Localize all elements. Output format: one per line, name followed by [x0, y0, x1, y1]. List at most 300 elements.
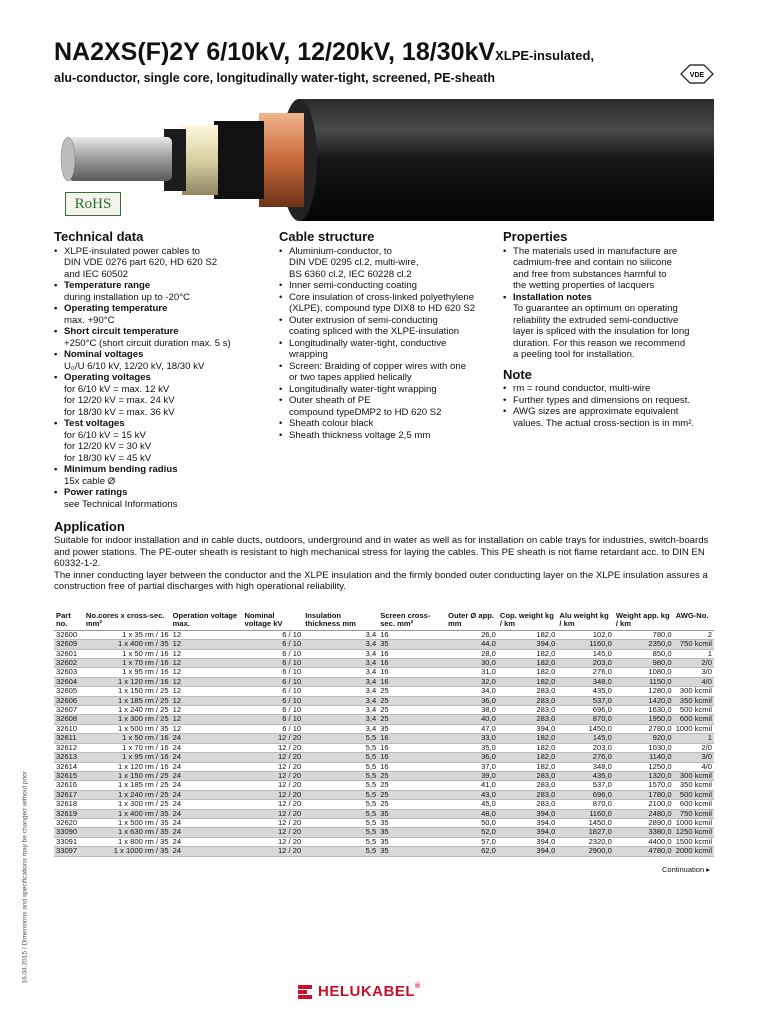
application-heading: Application — [54, 519, 125, 534]
table-cell: 435,0 — [557, 771, 613, 780]
table-cell: 348,0 — [557, 762, 613, 771]
list-item: (XLPE), compound type DIX8 to HD 620 S2 — [289, 303, 476, 314]
table-cell: 500 kcmil — [674, 790, 714, 799]
table-cell: 1030,0 — [614, 743, 674, 752]
column-header: Screen cross-sec. mm² — [378, 612, 446, 630]
table-cell: 5,5 — [303, 800, 378, 809]
table-cell: 500 kcmil — [674, 706, 714, 715]
list-item: • Sheath colour black — [279, 418, 497, 430]
table-cell: 203,0 — [557, 659, 613, 668]
list-item: • Nominal voltages — [54, 349, 269, 361]
table-cell: 32602 — [54, 659, 84, 668]
table-cell: 3,4 — [303, 715, 378, 724]
table-cell: 35 — [378, 809, 446, 818]
table-cell: 1320,0 — [614, 771, 674, 780]
table-cell: 4780,0 — [614, 847, 674, 856]
table-cell: 394,0 — [498, 837, 558, 846]
table-cell: 12 / 20 — [243, 771, 304, 780]
list-item: during installation up to -20°C — [64, 291, 190, 303]
table-cell: 1950,0 — [614, 715, 674, 724]
table-cell: 1 x 150 rm / 25 — [84, 771, 171, 780]
table-cell: 24 — [171, 771, 243, 780]
table-cell: 5,5 — [303, 790, 378, 799]
table-cell: 4/0 — [674, 677, 714, 686]
table-cell: 32607 — [54, 706, 84, 715]
table-cell: 780,0 — [614, 630, 674, 639]
column-header: Weight app. kg / km — [614, 612, 674, 630]
table-cell: 1 x 50 rm / 16 — [84, 649, 171, 658]
table-cell: 24 — [171, 800, 243, 809]
table-cell: 12 / 20 — [243, 753, 304, 762]
list-item: a peeling tool for installation. — [513, 349, 635, 360]
table-cell: 2100,0 — [614, 800, 674, 809]
table-cell: 38,0 — [446, 706, 498, 715]
table-cell: 2320,0 — [557, 837, 613, 846]
table-cell: 1450,0 — [557, 724, 613, 733]
table-cell: 394,0 — [498, 640, 558, 649]
table-cell: 283,0 — [498, 687, 558, 696]
list-item: for 12/20 kV = max. 24 kV — [64, 395, 175, 406]
table-cell: 283,0 — [498, 696, 558, 705]
application-paragraph: Suitable for indoor installation and in cable ducts, outdoors, underground and in water as well as for installation on cable trays for industries, switch-boards and power stations. The PE-outer sheath is resistant to high mechanical stress for laying the cables. This PE sheath is not flame retardant acc. to DIN EN 60332-1-2. — [54, 535, 709, 570]
table-cell: 600 kcmil — [674, 800, 714, 809]
list-item: +250°C (short circuit duration max. 5 s) — [64, 337, 231, 349]
page-subtitle: alu-conductor, single core, longitudinally water-tight, screened, PE-sheath — [54, 71, 496, 85]
table-cell: 1500 kcmil — [674, 837, 714, 846]
technical-data-heading: Technical data — [54, 229, 144, 244]
column-header: Insulation thickness mm — [303, 612, 378, 630]
table-cell: 32610 — [54, 724, 84, 733]
table-cell: 25 — [378, 771, 446, 780]
column-header: Alu weight kg / km — [557, 612, 613, 630]
list-item: • Inner semi-conducting coating — [279, 280, 497, 292]
table-body — [54, 630, 714, 856]
table-cell: 44,0 — [446, 640, 498, 649]
vde-mark-icon — [680, 63, 714, 85]
table-cell: 12 / 20 — [243, 734, 304, 743]
table-cell: 3,4 — [303, 630, 378, 639]
table-cell: 12 / 20 — [243, 762, 304, 771]
table-cell: 32606 — [54, 696, 84, 705]
table-cell: 6 / 10 — [243, 724, 304, 733]
table-cell: 6 / 10 — [243, 696, 304, 705]
table-cell: 5,5 — [303, 734, 378, 743]
table-cell: 6 / 10 — [243, 687, 304, 696]
table-cell: 5,5 — [303, 771, 378, 780]
table-cell: 1 x 400 rm / 35 — [84, 640, 171, 649]
table-cell: 3,4 — [303, 649, 378, 658]
table-cell: 5,5 — [303, 762, 378, 771]
table-cell: 182,0 — [498, 668, 558, 677]
table-cell: 16 — [378, 762, 446, 771]
table-cell: 37,0 — [446, 762, 498, 771]
table-cell: 182,0 — [498, 734, 558, 743]
table-cell: 52,0 — [446, 828, 498, 837]
table-cell: 1 x 95 rm / 16 — [84, 668, 171, 677]
table-cell: 32614 — [54, 762, 84, 771]
table-cell: 32608 — [54, 715, 84, 724]
table-cell: 36,0 — [446, 753, 498, 762]
table-cell: 394,0 — [498, 847, 558, 856]
table-cell: 2350,0 — [614, 640, 674, 649]
table-row — [54, 847, 714, 856]
table-row — [54, 734, 714, 743]
table-cell: 32612 — [54, 743, 84, 752]
table-cell: 12 — [171, 696, 243, 705]
list-item: reliability the extruded semi-conductive — [513, 314, 679, 326]
table-cell: 24 — [171, 837, 243, 846]
table-cell: 283,0 — [498, 771, 558, 780]
table-cell: 32605 — [54, 687, 84, 696]
list-item: • Sheath thickness voltage 2,5 mm — [279, 430, 497, 442]
table-cell: 1 x 500 rm / 35 — [84, 724, 171, 733]
table-cell: 1 x 120 rm / 16 — [84, 762, 171, 771]
table-cell: 1 x 1000 rm / 35 — [84, 847, 171, 856]
table-cell: 1 x 70 rm / 16 — [84, 659, 171, 668]
table-cell: 3,4 — [303, 706, 378, 715]
list-item: for 12/20 kV = 30 kV — [64, 441, 152, 452]
table-cell: 6 / 10 — [243, 630, 304, 639]
table-cell: 394,0 — [498, 818, 558, 827]
table-cell: 12 — [171, 706, 243, 715]
list-item: layer is spliced with the insulation for long — [513, 326, 690, 337]
table-cell: 750 kcmil — [674, 640, 714, 649]
column-header: Operation voltage max. — [171, 612, 243, 630]
table-cell: 12 / 20 — [243, 818, 304, 827]
cable-structure-list — [279, 246, 497, 442]
cable-structure-heading: Cable structure — [279, 229, 375, 244]
table-cell: 1 — [674, 649, 714, 658]
table-cell: 182,0 — [498, 649, 558, 658]
table-cell: 40,0 — [446, 715, 498, 724]
table-cell: 33090 — [54, 828, 84, 837]
table-cell: 850,0 — [614, 649, 674, 658]
table-cell: 537,0 — [557, 696, 613, 705]
table-cell: 750 kcmil — [674, 809, 714, 818]
table-cell: 394,0 — [498, 828, 558, 837]
list-item: duration. For this reason we recommend — [513, 337, 686, 349]
table-cell: 24 — [171, 790, 243, 799]
table-cell: 24 — [171, 828, 243, 837]
column-header: No.cores x cross-sec. mm² — [84, 612, 171, 630]
table-cell: 3/0 — [674, 668, 714, 677]
cable-photo — [54, 95, 714, 226]
table-row — [54, 640, 714, 649]
table-cell: 1000 kcmil — [674, 724, 714, 733]
table-cell: 1 x 500 rm / 35 — [84, 818, 171, 827]
technical-data-section — [54, 231, 269, 510]
table-cell: 16 — [378, 753, 446, 762]
table-row — [54, 781, 714, 790]
rohs-badge: RoHS — [65, 192, 121, 216]
table-cell: 5,5 — [303, 809, 378, 818]
table-row — [54, 668, 714, 677]
table-row — [54, 687, 714, 696]
table-cell: 283,0 — [498, 781, 558, 790]
table-cell: 1780,0 — [614, 790, 674, 799]
table-row — [54, 715, 714, 724]
brand-logo — [298, 983, 421, 1000]
table-cell: 1160,0 — [557, 640, 613, 649]
table-cell: 3,4 — [303, 668, 378, 677]
table-cell: 696,0 — [557, 706, 613, 715]
table-cell: 35 — [378, 640, 446, 649]
table-cell: 203,0 — [557, 743, 613, 752]
table-cell: 50,0 — [446, 818, 498, 827]
table-cell: 2480,0 — [614, 809, 674, 818]
column-header: Outer Ø app. mm — [446, 612, 498, 630]
sideline-note: 16.04.2015 / Dimensions and specifications may be changed without prior — [21, 771, 29, 984]
list-item: the wetting properties of lacquers — [513, 280, 655, 291]
table-cell: 12 — [171, 630, 243, 639]
table-cell: 6 / 10 — [243, 640, 304, 649]
table-cell: 32609 — [54, 640, 84, 649]
table-cell: 12 — [171, 649, 243, 658]
table-cell: 31,0 — [446, 668, 498, 677]
table-cell: 1630,0 — [614, 706, 674, 715]
list-item: • Further types and dimensions on request. — [503, 395, 716, 407]
table-cell: 3,4 — [303, 659, 378, 668]
table-cell: 1 x 240 rm / 25 — [84, 790, 171, 799]
table-cell: 300 kcmil — [674, 771, 714, 780]
table-cell: 35 — [378, 818, 446, 827]
list-item: • Longitudinally water-tight wrapping — [279, 384, 497, 396]
column-header: AWG-No. — [674, 612, 714, 630]
parts-table — [54, 612, 714, 857]
table-row — [54, 828, 714, 837]
table-cell: 920,0 — [614, 734, 674, 743]
table-cell: 1 x 800 rm / 35 — [84, 837, 171, 846]
table-cell: 35 — [378, 828, 446, 837]
list-item: • Minimum bending radius — [54, 464, 269, 476]
table-cell: 1 x 400 rm / 35 — [84, 809, 171, 818]
list-item: U₀/U 6/10 kV, 12/20 kV, 18/30 kV — [64, 360, 205, 372]
table-cell: 12 — [171, 668, 243, 677]
table-cell: 30,0 — [446, 659, 498, 668]
table-row — [54, 800, 714, 809]
list-item: • Temperature range — [54, 280, 269, 292]
table-cell: 1450,0 — [557, 818, 613, 827]
table-cell: 16 — [378, 743, 446, 752]
table-cell: 182,0 — [498, 630, 558, 639]
table-cell: 35 — [378, 724, 446, 733]
table-cell: 980,0 — [614, 659, 674, 668]
list-item: for 18/30 kV = max. 36 kV — [64, 406, 175, 418]
page-title — [54, 38, 594, 67]
table-cell: 6 / 10 — [243, 677, 304, 686]
list-item: and free from substances harmful to — [513, 268, 667, 280]
table-cell: 5,5 — [303, 743, 378, 752]
list-item: • XLPE-insulated power cables to — [54, 246, 269, 258]
table-cell: 25 — [378, 715, 446, 724]
table-cell: 1 x 70 rm / 16 — [84, 743, 171, 752]
table-cell: 1 x 150 rm / 25 — [84, 687, 171, 696]
table-cell: 182,0 — [498, 677, 558, 686]
table-cell: 28,0 — [446, 649, 498, 658]
table-cell: 16 — [378, 734, 446, 743]
table-cell: 32617 — [54, 790, 84, 799]
list-item: • Operating voltages — [54, 372, 269, 384]
list-item: DIN VDE 0276 part 620, HD 620 S2 — [64, 257, 218, 268]
table-cell: 33097 — [54, 847, 84, 856]
table-cell: 2780,0 — [614, 724, 674, 733]
table-cell: 16 — [378, 649, 446, 658]
table-cell: 25 — [378, 781, 446, 790]
table-cell: 1827,0 — [557, 828, 613, 837]
properties-section — [503, 231, 716, 429]
list-item: compound typeDMP2 to HD 620 S2 — [289, 406, 442, 418]
table-cell: 276,0 — [557, 668, 613, 677]
table-cell: 283,0 — [498, 800, 558, 809]
table-cell: 12 — [171, 677, 243, 686]
table-cell: 16 — [378, 659, 446, 668]
table-cell: 35 — [378, 847, 446, 856]
table-cell: 182,0 — [498, 762, 558, 771]
brand-logo-icon — [298, 985, 312, 999]
table-cell: 145,0 — [557, 649, 613, 658]
table-cell: 6 / 10 — [243, 706, 304, 715]
table-cell: 2900,0 — [557, 847, 613, 856]
table-cell: 1080,0 — [614, 668, 674, 677]
column-header: Nominal voltage kV — [243, 612, 304, 630]
column-header: Cop. weight kg / km — [498, 612, 558, 630]
table-cell: 32,0 — [446, 677, 498, 686]
note-list — [503, 383, 716, 429]
list-item: and IEC 60502 — [64, 268, 129, 280]
list-item: • Longitudinally water-tight, conductive — [279, 338, 497, 350]
application-paragraph: The inner conducting layer between the conductor and the XLPE insulation and the firmly bonded outer conducting layer on the XLPE insulation assures a construction free of partial discharges with high operational reliability. — [54, 569, 708, 593]
table-cell: 12 / 20 — [243, 800, 304, 809]
list-item: or two tapes applied helically — [289, 372, 412, 383]
table-cell: 12 / 20 — [243, 847, 304, 856]
table-cell: 1280,0 — [614, 687, 674, 696]
table-cell: 3380,0 — [614, 828, 674, 837]
table-cell: 1160,0 — [557, 809, 613, 818]
table-cell: 537,0 — [557, 781, 613, 790]
table-cell: 24 — [171, 809, 243, 818]
table-cell: 300 kcmil — [674, 687, 714, 696]
table-cell: 12 / 20 — [243, 781, 304, 790]
table-cell: 182,0 — [498, 659, 558, 668]
table-cell: 12 — [171, 659, 243, 668]
list-item: • Screen: Braiding of copper wires with one — [279, 361, 497, 373]
table-cell: 1250,0 — [614, 762, 674, 771]
table-cell: 32616 — [54, 781, 84, 790]
table-cell: 3,4 — [303, 677, 378, 686]
table-cell: 32613 — [54, 753, 84, 762]
table-cell: 16 — [378, 630, 446, 639]
list-item: BS 6360 cl.2, IEC 60228 cl.2 — [289, 268, 412, 280]
table-cell: 5,5 — [303, 753, 378, 762]
list-item: • Test voltages — [54, 418, 269, 430]
properties-list — [503, 246, 716, 361]
table-cell: 2/0 — [674, 743, 714, 752]
table-cell: 5,5 — [303, 828, 378, 837]
table-cell: 48,0 — [446, 809, 498, 818]
table-cell: 182,0 — [498, 743, 558, 752]
table-cell: 1 x 50 rm / 16 — [84, 734, 171, 743]
table-cell: 57,0 — [446, 837, 498, 846]
table-cell: 1000 kcmil — [674, 818, 714, 827]
vde-text: VDE — [689, 72, 705, 79]
table-cell: 1 — [674, 734, 714, 743]
table-cell: 24 — [171, 743, 243, 752]
table-cell: 32600 — [54, 630, 84, 639]
table-cell: 12 — [171, 687, 243, 696]
list-item: cadmium-free and contain no silicone — [513, 257, 672, 268]
table-cell: 283,0 — [498, 706, 558, 715]
table-cell: 1 x 95 rm / 16 — [84, 753, 171, 762]
list-item: 15x cable Ø — [64, 475, 116, 487]
table-cell: 1 x 120 rm / 16 — [84, 677, 171, 686]
list-item: for 18/30 kV = 45 kV — [64, 452, 152, 464]
table-cell: 43,0 — [446, 790, 498, 799]
table-cell: 25 — [378, 790, 446, 799]
table-cell: 35,0 — [446, 743, 498, 752]
technical-data-list — [54, 246, 269, 511]
table-cell: 350 kcmil — [674, 781, 714, 790]
list-item: • Outer extrusion of semi-conducting — [279, 315, 497, 327]
table-cell: 1140,0 — [614, 753, 674, 762]
table-cell: 3,4 — [303, 696, 378, 705]
list-item: • Operating temperature — [54, 303, 269, 315]
table-cell: 62,0 — [446, 847, 498, 856]
table-header-row — [54, 612, 714, 630]
table-cell: 12 / 20 — [243, 837, 304, 846]
list-item: wrapping — [289, 349, 328, 360]
table-cell: 36,0 — [446, 696, 498, 705]
table-cell: 394,0 — [498, 724, 558, 733]
table-cell: 3,4 — [303, 724, 378, 733]
table-cell: 33,0 — [446, 734, 498, 743]
table-cell: 1250 kcmil — [674, 828, 714, 837]
list-item: To guarantee an optimum on operating — [513, 303, 678, 314]
list-item: DIN VDE 0295 cl.2, multi-wire, — [289, 257, 419, 268]
properties-heading: Properties — [503, 229, 568, 244]
table-cell: 16 — [378, 677, 446, 686]
table-cell: 4400,0 — [614, 837, 674, 846]
table-cell: 348,0 — [557, 677, 613, 686]
table-cell: 1 x 185 rm / 25 — [84, 781, 171, 790]
table-cell: 1150,0 — [614, 677, 674, 686]
table-cell: 283,0 — [498, 715, 558, 724]
table-cell: 3,4 — [303, 640, 378, 649]
table-cell: 6 / 10 — [243, 659, 304, 668]
table-cell: 6 / 10 — [243, 715, 304, 724]
table-cell: 870,0 — [557, 715, 613, 724]
table-cell: 32620 — [54, 818, 84, 827]
table-cell: 24 — [171, 753, 243, 762]
table-cell: 1 x 35 rm / 16 — [84, 630, 171, 639]
table-cell: 276,0 — [557, 753, 613, 762]
table-cell: 6 / 10 — [243, 668, 304, 677]
table-cell: 12 — [171, 724, 243, 733]
table-cell: 1 x 240 rm / 25 — [84, 706, 171, 715]
list-item: max. +90°C — [64, 314, 115, 326]
list-item: • Power ratings — [54, 487, 269, 499]
table-cell: 1 x 185 rm / 25 — [84, 696, 171, 705]
table-cell: 24 — [171, 818, 243, 827]
column-header: Part no. — [54, 612, 84, 630]
table-cell: 35 — [378, 837, 446, 846]
table-cell: 1 x 630 rm / 35 — [84, 828, 171, 837]
table-cell: 5,5 — [303, 818, 378, 827]
table-cell: 696,0 — [557, 790, 613, 799]
table-cell: 16 — [378, 668, 446, 677]
table-cell: 24 — [171, 762, 243, 771]
table-cell: 33091 — [54, 837, 84, 846]
table-cell: 3/0 — [674, 753, 714, 762]
